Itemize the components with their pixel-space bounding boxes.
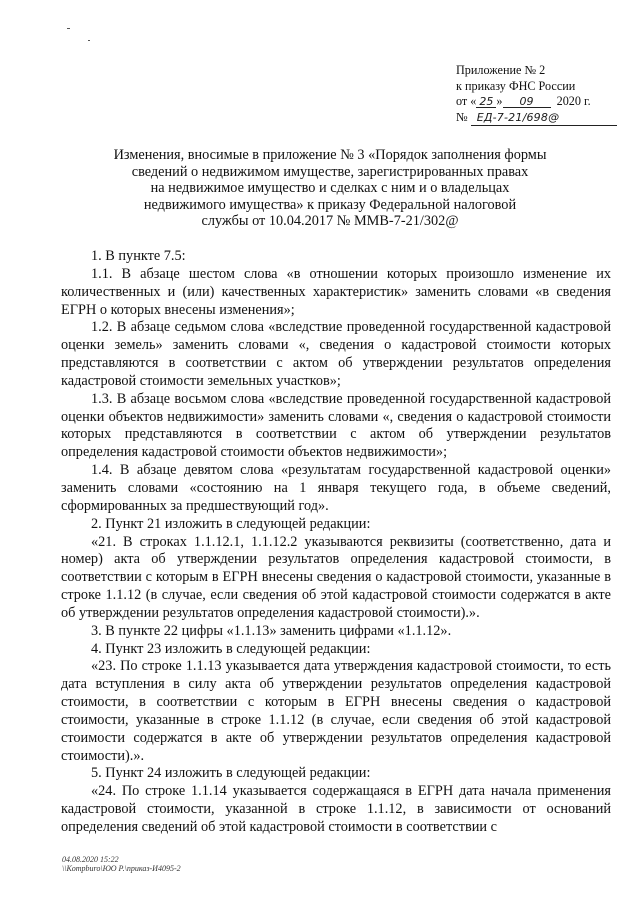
title-line: службы от 10.04.2017 № ММВ-7-21/302@ (201, 213, 459, 230)
scan-speck (67, 28, 70, 29)
document-footer (62, 855, 181, 873)
handwritten-order-number: ЕД-7-21/698@ (471, 110, 617, 127)
appendix-stamp (456, 63, 616, 126)
footer-timestamp: 04.08.2020 15:22 (62, 855, 119, 864)
document-title (60, 147, 600, 230)
paragraph: «24. По строке 1.1.14 указывается содержащаяся в ЕГРН дата начала применения кадастровой стоимости, указанной в строке 1.1.12, в зависимости от оснований определения сведений об этой кадастровой стоимости в соответствии с (61, 783, 611, 835)
paragraph: 1.1. В абзаце шестом слова «в отношении которых произошло изменение их количественных и (или) качественных характеристик» заменить словами «в сведения ЕГРН о которых внесены изменения»; (61, 265, 611, 318)
appendix-year: 2020 г. (556, 94, 591, 108)
paragraph: 1. В пункте 7.5: (91, 248, 186, 264)
handwritten-day: 25 (476, 96, 496, 108)
paragraph: 4. Пункт 23 изложить в следующей редакции: (91, 640, 371, 657)
title-line: Изменения, вносимые в приложение № 3 «Порядок заполнения формы (113, 147, 547, 163)
paragraph: 2. Пункт 21 изложить в следующей редакции: (91, 515, 371, 532)
paragraph: 1.4. В абзаце девятом слова «результатам государственной кадастровой оценки» заменить словами «состоянию на 1 января текущего года, в объеме сведений, сформированных за предшествующий год». (61, 462, 611, 514)
appendix-number: Приложение № 2 (456, 63, 546, 77)
paragraph: 3. В пункте 22 цифры «1.1.13» заменить цифрами «1.1.12». (91, 622, 452, 639)
paragraph: 1.2. В абзаце седьмом слова «вследствие проведенной государственной кадастровой оценки земель» заменить словами «, сведения о кадастровой стоимости которых представляются в соответствии с актом об утверждении результатов определения кадастровой стоимости земельных участков»; (61, 319, 611, 389)
scan-speck (88, 40, 90, 41)
title-line: сведений о недвижимом имуществе, зарегистрированных правах (131, 163, 529, 180)
paragraph: «23. По строке 1.1.13 указывается дата утверждения кадастровой стоимости, то есть дата вступления в силу акта об утверждении результатов определения кадастровой стоимости, в соответствии с которым в ЕГРН внесены сведения о кадастровой стоимости, указанные в строке 1.1.12 (в случае, если сведения об этой кадастровой стоимости содержатся в акте об утверждении результатов определения кадастровой стоимости).». (61, 658, 611, 764)
paragraph: 5. Пункт 24 изложить в следующей редакции: (91, 765, 371, 782)
appendix-order-number: № ЕД-7-21/698@ (456, 110, 616, 127)
footer-file-path: \\Kompburo\ЮО Р.\приказ-И4095-2 (62, 864, 181, 873)
title-line: на недвижимое имущество и сделках с ним и о владельцах (150, 180, 510, 197)
handwritten-month: 09 (503, 96, 551, 108)
appendix-order-ref: к приказу ФНС России (456, 78, 576, 93)
document-body (61, 248, 611, 837)
title-line: недвижимого имущества» к приказу Федеральной налоговой (143, 196, 517, 213)
paragraph: «21. В строках 1.1.12.1, 1.1.12.2 указываются реквизиты (соответственно, дата и номер) акта об утверждении результатов определения кадастровой стоимости, в соответствии с которым в ЕГРН внесены сведения о кадастровой стоимости, указанные в строке 1.1.12 (в случае, если сведения об этой кадастровой стоимости содержатся в акте об утверждении результатов определения кадастровой стоимости).». (61, 533, 611, 621)
appendix-date: от « 25 » 09 2020 г. (456, 94, 591, 108)
paragraph: 1.3. В абзаце восьмом слова «вследствие проведенной государственной кадастровой оценки объектов недвижимости» заменить словами «, сведения о кадастровой стоимости которых представляются в соответствии с актом об утверждении результатов определения кадастровой стоимости объектов недвижимости»; (61, 390, 611, 461)
